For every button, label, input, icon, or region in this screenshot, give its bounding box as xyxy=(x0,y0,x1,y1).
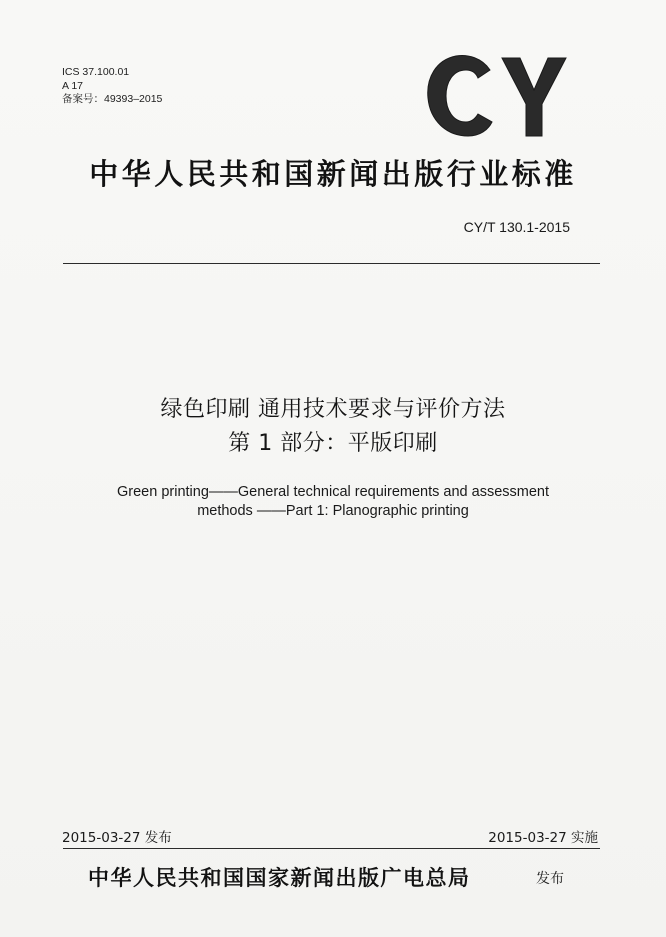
header-divider xyxy=(63,263,600,264)
standard-code: CY/T 130.1-2015 xyxy=(463,219,570,235)
classification-block xyxy=(62,66,162,107)
document-title-line-2: 第 1 部分：平版印刷 xyxy=(228,431,438,456)
cy-logo-icon xyxy=(420,48,580,148)
record-number: 备案号：49393–2015 xyxy=(62,93,163,105)
standard-category-title: 中华人民共和国新闻出版行业标准 xyxy=(89,157,577,191)
english-title-line-2: methods ——Part 1: Planographic printing xyxy=(197,503,469,519)
publisher-suffix: 发布 xyxy=(536,871,564,887)
publisher-name: 中华人民共和国国家新闻出版广电总局 xyxy=(88,866,471,890)
footer-divider xyxy=(63,848,600,849)
document-title-line-1: 绿色印刷 通用技术要求与评价方法 xyxy=(160,397,506,422)
ccs-number: A 17 xyxy=(62,79,84,92)
implementation-date: 2015-03-27 实施 xyxy=(488,830,598,846)
ics-number: ICS 37.100.01 xyxy=(62,66,130,78)
issue-date: 2015-03-27 发布 xyxy=(62,830,172,846)
english-title-line-1: Green printing——General technical requirements and assessment xyxy=(117,484,549,500)
